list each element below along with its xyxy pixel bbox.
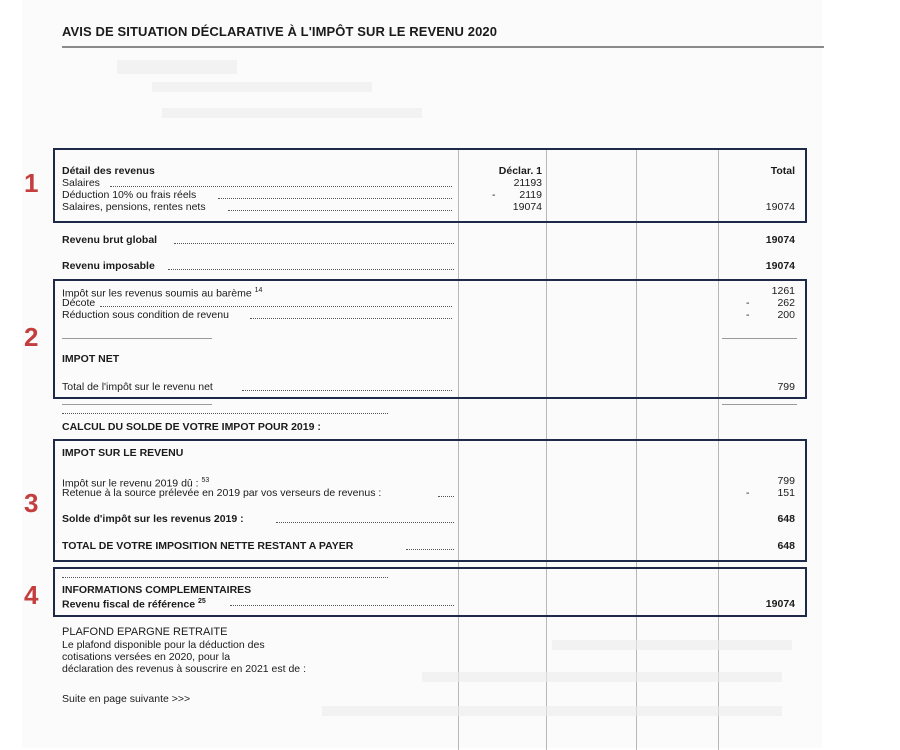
reduction-total: 200 — [777, 309, 795, 321]
impot-net-label: IMPOT NET — [62, 353, 120, 365]
revenu-imposable-label: Revenu imposable — [62, 260, 155, 272]
decote-sign: - — [746, 297, 750, 309]
row-declar: 21193 — [513, 177, 542, 189]
declar-column-header: Déclar. 1 — [498, 165, 542, 177]
decote-total: 262 — [777, 297, 795, 309]
section-marker-2: 2 — [24, 322, 39, 352]
retenue-total: 151 — [777, 487, 795, 499]
suite-link[interactable]: Suite en page suivante >>> — [62, 693, 191, 705]
impot-du-label: Impôt sur le revenu 2019 dû : $^{53}$ — [62, 477, 210, 490]
faded-background-text — [422, 672, 782, 682]
section-marker-4: 4 — [24, 580, 39, 610]
leader-dots — [438, 496, 454, 497]
leader-dots — [218, 198, 452, 199]
total-payer-total: 648 — [777, 540, 795, 552]
leader-dots — [250, 318, 452, 319]
total-column-header: Total — [770, 165, 795, 177]
leader-dots — [174, 243, 454, 244]
solde-label: Solde d'impôt sur les revenus 2019 : — [62, 513, 244, 525]
section-marker-1: 1 — [24, 168, 39, 198]
separator-dots — [62, 413, 388, 414]
row-declar: 2119 — [519, 189, 542, 201]
plafond-heading: PLAFOND EPARGNE RETRAITE — [62, 626, 228, 638]
solde-total: 648 — [777, 513, 795, 525]
rfr-label: Revenu fiscal de référence $^{25}$ — [62, 598, 206, 611]
impot-du-total: 799 — [777, 475, 795, 487]
impot-bareme-label: Impôt sur les revenus soumis au barème $^{14}$ — [62, 287, 263, 300]
row-sign: - — [492, 189, 496, 201]
revenu-imposable-total: 19074 — [765, 260, 795, 272]
leader-dots — [100, 306, 452, 307]
subtotal-rule — [62, 338, 212, 339]
total-payer-label: TOTAL DE VOTRE IMPOSITION NETTE RESTANT A PAYER — [62, 540, 354, 552]
leader-dots — [230, 605, 454, 606]
impot-bareme-total: 1261 — [771, 285, 795, 297]
reduction-label: Réduction sous condition de revenu — [62, 309, 229, 321]
row-label: Salaires — [62, 177, 100, 189]
revenus-heading: Détail des revenus — [62, 165, 155, 177]
leader-dots — [228, 210, 452, 211]
row-label: Déduction 10% ou frais réels — [62, 189, 197, 201]
leader-dots — [168, 269, 454, 270]
total-impot-total: 799 — [777, 381, 795, 393]
retenue-sign: - — [746, 487, 750, 499]
document-page — [22, 0, 822, 748]
row-label: Salaires, pensions, rentes nets — [62, 201, 206, 213]
leader-dots — [110, 186, 452, 187]
infos-heading: INFORMATIONS COMPLEMENTAIRES — [62, 584, 252, 596]
calcul-heading: CALCUL DU SOLDE DE VOTRE IMPOT POUR 2019 : — [62, 421, 321, 433]
separator-rule — [722, 404, 797, 405]
row-declar: 19074 — [512, 201, 542, 213]
faded-background-text — [117, 60, 237, 74]
faded-background-text — [162, 108, 422, 118]
reduction-sign: - — [746, 309, 750, 321]
revenu-brut-label: Revenu brut global — [62, 234, 158, 246]
leader-dots — [406, 549, 454, 550]
retenue-label: Retenue à la source prélevée en 2019 par vos verseurs de revenus : — [62, 487, 382, 499]
subtotal-rule — [722, 338, 797, 339]
document-title: AVIS DE SITUATION DÉCLARATIVE À L'IMPÔT SUR LE REVENU 2020 — [62, 24, 498, 39]
rfr-total: 19074 — [765, 598, 795, 610]
plafond-line: déclaration des revenus à souscrire en 2021 est de : — [62, 663, 306, 675]
leader-dots — [242, 390, 452, 391]
decote-label: Décote — [62, 297, 96, 309]
title-rule — [62, 46, 824, 48]
leader-dots — [276, 522, 454, 523]
faded-background-text — [552, 640, 792, 650]
plafond-line: cotisations versées en 2020, pour la — [62, 651, 231, 663]
total-impot-label: Total de l'impôt sur le revenu net — [62, 381, 213, 393]
separator-rule — [62, 404, 212, 405]
faded-background-text — [322, 706, 782, 716]
row-total: 19074 — [765, 201, 795, 213]
faded-background-text — [152, 82, 372, 92]
revenu-brut-total: 19074 — [765, 234, 795, 246]
impot-revenu-heading: IMPOT SUR LE REVENU — [62, 447, 184, 459]
section-marker-3: 3 — [24, 488, 39, 518]
separator-dots — [62, 577, 388, 578]
plafond-line: Le plafond disponible pour la déduction des — [62, 639, 265, 651]
